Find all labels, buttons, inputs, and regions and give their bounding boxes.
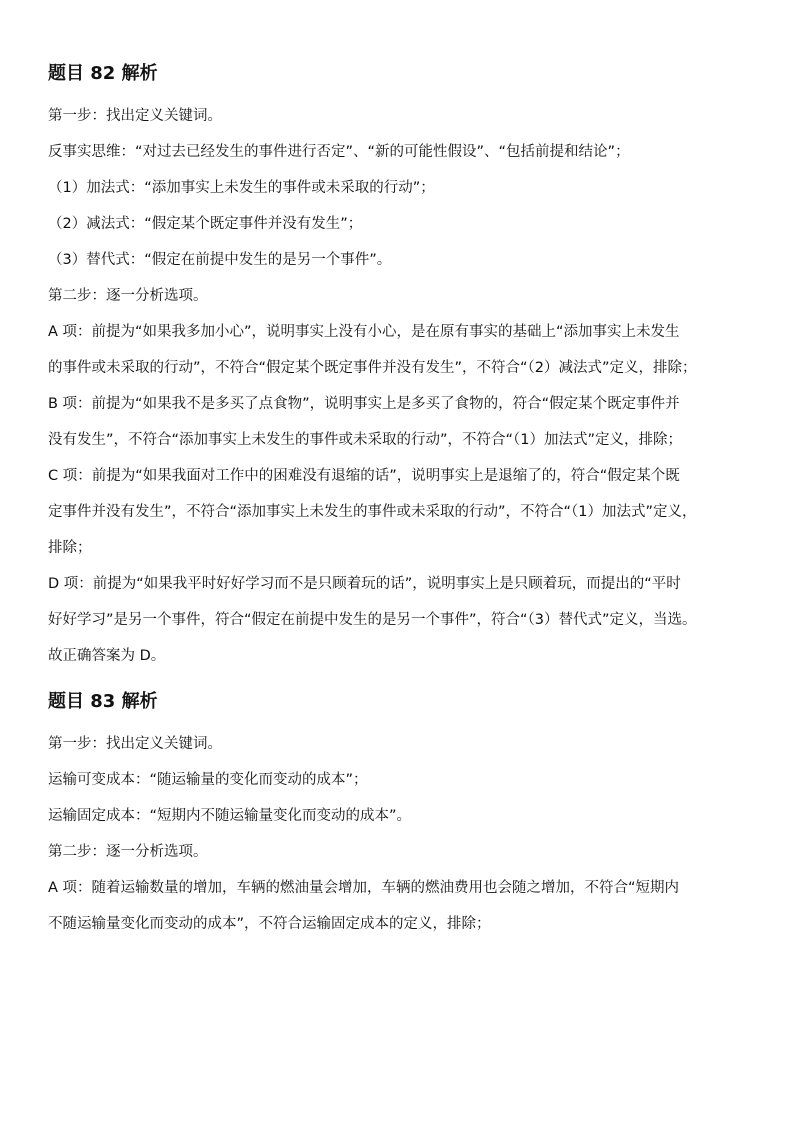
q82-title: 题目 82 解析: [48, 63, 158, 84]
q82-type-subtraction: （2）减法式：“假定某个既定事件并没有发生”；: [48, 216, 363, 232]
q82-option-c-line1: C 项：前提为“如果我面对工作中的困难没有退缩的话”，说明事实上是退缩了的，符合“假定某个既: [48, 468, 680, 484]
q82-option-b-line2: 没有发生”，不符合“添加事实上未发生的事件或未采取的行动”，不符合“（1）加法式”定义，排除；: [48, 432, 683, 448]
q82-option-d-line2: 好好学习”是另一个事件，符合“假定在前提中发生的是另一个事件”，符合“（3）替代式”定义，当选。: [48, 612, 697, 628]
q82-step2: 第二步：逐一分析选项。: [48, 288, 208, 304]
q83-def-fixed-cost: 运输固定成本：“短期内不随运输量变化而变动的成本”。: [48, 808, 412, 824]
q82-step1: 第一步：找出定义关键词。: [48, 108, 222, 124]
q83-title: 题目 83 解析: [48, 691, 158, 712]
q82-option-a-line2: 的事件或未采取的行动”，不符合“假定某个既定事件并没有发生”，不符合“（2）减法式”定义，排除；: [48, 360, 697, 376]
q82-definition: 反事实思维：“对过去已经发生的事件进行否定”、“新的可能性假设”、“包括前提和结论”；: [48, 144, 630, 160]
q82-type-addition: （1）加法式：“添加事实上未发生的事件或未采取的行动”；: [48, 180, 435, 196]
q82-option-b-line1: B 项：前提为“如果我不是多买了点食物”，说明事实上是多买了食物的，符合“假定某个既定事件并: [48, 396, 680, 412]
q82-option-c-line3: 排除；: [48, 540, 92, 556]
q82-answer: 故正确答案为 D。: [48, 648, 166, 664]
q82-type-substitution: （3）替代式：“假定在前提中发生的是另一个事件”。: [48, 252, 392, 268]
q83-option-a-line1: A 项：随着运输数量的增加，车辆的燃油量会增加，车辆的燃油费用也会随之增加，不符合“短期内: [48, 880, 680, 896]
q83-def-variable-cost: 运输可变成本：“随运输量的变化而变动的成本”；: [48, 772, 368, 788]
q82-option-a-line1: A 项：前提为“如果我多加小心”，说明事实上没有小心，是在原有事实的基础上“添加事实上未发生: [48, 324, 680, 340]
q83-step2: 第二步：逐一分析选项。: [48, 844, 208, 860]
q82-option-d-line1: D 项：前提为“如果我平时好好学习而不是只顾着玩的话”，说明事实上是只顾着玩，而提出的“平时: [48, 576, 681, 592]
q83-option-a-line2: 不随运输量变化而变动的成本”，不符合运输固定成本的定义，排除；: [48, 916, 491, 932]
q83-step1: 第一步：找出定义关键词。: [48, 736, 222, 752]
q82-option-c-line2: 定事件并没有发生”，不符合“添加事实上未发生的事件或未采取的行动”，不符合“（1）加法式”定义，: [48, 504, 697, 520]
